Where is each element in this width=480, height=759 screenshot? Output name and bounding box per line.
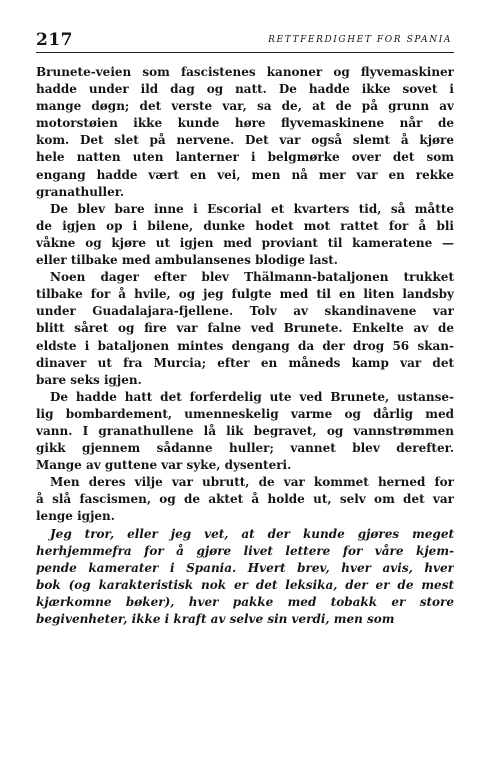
text-line: herhjemmefra for å gjøre livet lettere for våre kjem- xyxy=(36,543,454,558)
text-line: blitt såret og fire var falne ved Brunete. Enkelte av de xyxy=(36,321,454,336)
text-line: hadde under ild dag og natt. De hadde ikke sovet i xyxy=(36,82,454,97)
text-line: De blev bare inne i Escorial et kvarters tid, så måtte xyxy=(50,201,454,216)
paragraph xyxy=(36,526,454,629)
text-line: de igjen op i bilene, dunke hodet mot rattet for å bli xyxy=(36,218,454,233)
text-line: Mange av guttene var syke, dysenteri. xyxy=(36,458,292,473)
text-line: under Guadalajara-fjellene. Tolv av skandinavene var xyxy=(36,304,454,319)
text-line: pende kamerater i Spania. Hvert brev, hver avis, hver xyxy=(36,560,454,575)
text-line: Jeg tror, eller jeg vet, at der kunde gjøres meget xyxy=(50,526,454,541)
text-line: tilbake for å hvile, og jeg fulgte med til en liten landsby xyxy=(36,287,454,302)
paragraph xyxy=(36,474,454,525)
text-line: mange døgn; det verste var, sa de, at de på grunn av xyxy=(36,99,454,114)
text-line: granathuller. xyxy=(36,184,125,199)
text-line: hele natten uten lanterner i belgmørke over det som xyxy=(36,150,454,165)
running-head xyxy=(36,30,454,53)
body-text xyxy=(36,64,454,628)
text-line: gikk gjennem sådanne huller; vannet blev derefter. xyxy=(36,441,454,456)
text-line: lig bombardement, umenneskelig varme og dårlig med xyxy=(36,406,454,421)
text-line: De hadde hatt det forferdelig ute ved Brunete, ustanse- xyxy=(50,389,454,404)
page-number: 217 xyxy=(36,30,73,50)
text-line: våkne og kjøre ut igjen med proviant til kameratene — xyxy=(36,235,454,250)
text-line: bok (og karakteristisk nok er det leksika, der er de mest xyxy=(36,577,454,592)
text-line: dinaver ut fra Murcia; efter en måneds kamp var det xyxy=(36,355,454,370)
text-line: bare seks igjen. xyxy=(36,372,142,387)
text-line: begivenheter, ikke i kraft av selve sin verdi, men som xyxy=(36,612,395,626)
text-line: engang hadde vært en vei, men nå mer var en rekke xyxy=(36,167,454,182)
running-head-title: RETTFERDIGHET FOR SPANIA xyxy=(268,35,452,45)
text-line: kom. Det slet på nervene. Det var også slemt å kjøre xyxy=(36,133,454,148)
text-line: eller tilbake med ambulansenes blodige last. xyxy=(36,253,338,268)
text-line: kjærkomne bøker), hver pakke med tobakk er store xyxy=(36,594,454,609)
paragraph xyxy=(36,269,454,389)
text-line: Men deres vilje var ubrutt, de var kommet herned for xyxy=(50,475,454,490)
text-line: motorstøien ikke kunde høre flyvemaskinene når de xyxy=(36,116,454,131)
text-line: Noen dager efter blev Thälmann-bataljonen trukket xyxy=(50,270,454,285)
text-line: lenge igjen. xyxy=(36,509,115,524)
paragraph xyxy=(36,64,454,201)
text-line: Brunete-veien som fascistenes kanoner og flyvemaskiner xyxy=(36,65,454,79)
text-line: vann. I granathullene lå lik begravet, og vannstrømmen xyxy=(36,423,454,438)
paragraph xyxy=(36,201,454,269)
text-line: eldste i bataljonen mintes dengang da der drog 56 skan- xyxy=(36,338,454,353)
paragraph xyxy=(36,389,454,474)
text-line: å slå fascismen, og de aktet å holde ut, selv om det var xyxy=(36,492,454,507)
